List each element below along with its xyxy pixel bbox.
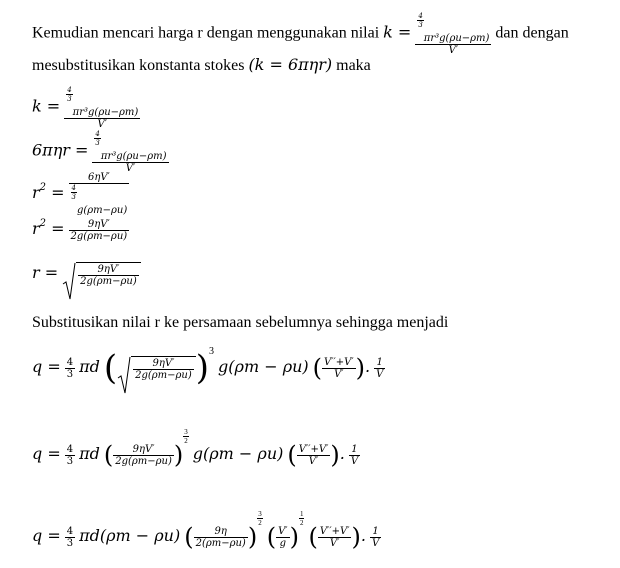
para2-line [32,55,371,75]
eq-k: k = $\frac{4}{3}$ πr³g(ρu−ρm) V′ [32,86,139,130]
eq-q1: q = $\frac{4}{3}$ πd ( $\frac{9\eta V'}{2g(\rho m-\rho u)}$ )$^3$ g(ρm − ρu) ( $\frac{V''+V'}{V'}$ ). $\frac{1}{V}$ [32,346,385,388]
para1-text-a: Kemudian mencari harga r dengan menggunakan nilai [32,24,380,42]
eq-6pietar: 6πηr = $\frac{4}{3}$ πr³g(ρu−ρm) V′ [32,130,167,174]
para3-line [32,314,448,332]
para2-text-a: mesubstitusikan konstanta stokes [32,57,245,74]
para1-line [32,12,569,56]
eq-r2-a: $r^2$ = 6ηV′ $\frac{4}{3}$ g(ρm−ρu) [32,172,128,216]
para1-text-b: dan dengan [495,24,569,42]
k-fraction-inline: $\frac{4}{3}$ πr³g(ρu−ρm) V′ [415,12,491,56]
eq-q3: q = $\frac{4}{3}$ πd(ρm − ρu) ( $\frac{9\eta}{2(\rho m-\rho u)}$ ) $\frac{3}{2}$ ( $\frac{V'}{g}$ ) $\frac{1}{2}$ ( $\frac{V''+V'}{V'}$ ). $\frac{1}{V}$ [32,510,380,552]
stokes-constant: (k = 6πηr) [248,55,333,74]
eq-r2-b: $r^2$ = $\frac{9\eta V'}{2g(\rho m-\rho u)}$ [32,218,128,242]
k-symbol: k = [383,22,412,42]
eq-q2: q = $\frac{4}{3}$ πd ( $\frac{9\eta V'}{2g(\rho m-\rho u)}$ ) $\frac{3}{2}$ g(ρm − ρu) ( $\frac{V''+V'}{V'}$ ). $\frac{1}{V}$ [32,428,359,470]
para2-text-b: maka [336,57,371,74]
para3-text: Substitusikan nilai r ke persamaan sebelumnya sehingga menjadi [32,314,449,331]
sqrt-symbol: $\frac{9\eta V'}{2g(\rho m-\rho u)}$ [62,262,141,287]
eq-r-sqrt: r = $\frac{9\eta V'}{2g(\rho m-\rho u)}$ [32,262,141,287]
